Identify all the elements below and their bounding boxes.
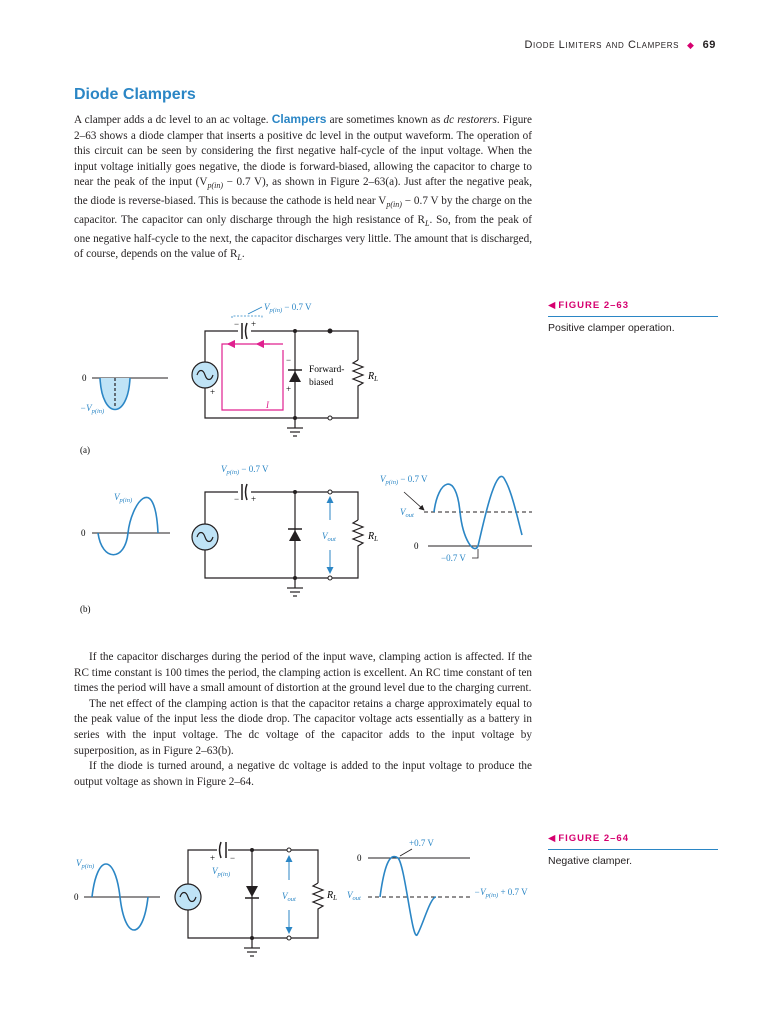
svg-text:+: + [286,384,292,394]
paragraph-negative: If the diode is turned around, a negative dc voltage is added to the input voltage to produce the output voltage as shown in Figure 2–64. [74,760,532,788]
svg-text:−0.7 V: −0.7 V [441,553,466,563]
section-title: Diode Clampers [74,86,196,103]
svg-text:Vp(in): $V_{p(in)}$ [212,866,231,878]
figure-label: FIGURE 2–64 [558,833,629,844]
svg-text:0: 0 [74,892,79,902]
input-sine-wave [98,497,158,554]
resistor-icon [313,883,323,910]
svg-text:Vp(in) − 0.7 V: $V_{p(in)} - 0.7$ V [380,474,428,486]
svg-text:0: 0 [81,528,86,538]
page-number: 69 [702,39,716,51]
svg-text:+: + [210,853,216,863]
svg-text:−Vp(in): $-V_{p(in)}$ [80,403,105,415]
svg-text:Vp(in): $V_{p(in)}$ [76,858,95,870]
triangle-left-icon: ◀ [548,300,557,311]
svg-text:Vp(in): $V_{p(in)}$ [114,492,133,504]
svg-text:−: − [230,853,236,863]
paragraph-rc-time: If the capacitor discharges during the period of the input wave, clamping action is affected. If the RC time constant is 100 times the period, the clamping action is excellent. An RC time constant of ten times the period will have a small amount of distortion at the ground level due to the charging current. [74,651,532,695]
svg-text:+: + [210,387,216,397]
svg-text:I: I [266,400,269,410]
paragraph-intro: A clamper adds a dc level to an ac voltage. Clampers are sometimes known as dc restorers. Figure 2–63 shows a diode clamper that inserts a positive dc level in the output waveform. The operation of this circuit can be seen by considering the first negative half-cycle of the input voltage. When the input voltage initially goes negative, the diode is forward-biased, allowing the capacitor to charge to near the peak of the input ($V_{p(in)} - 0.7$ V), as shown in Figure 2–63(a). Just after the negative peak, the diode is reverse-biased. This is because the cathode is held near $V_{p(in)} - 0.7$ V by the charge on the capacitor. The capacitor can only discharge through the high resistance of $R_L$. So, from the peak of one negative half-cycle to the next, the capacitor discharges very little. The amount that is discharged, of course, depends on the value of $R_L$. [74,112,533,263]
svg-text:+: + [251,494,257,504]
resistor-icon [353,520,363,550]
figure-63b-tag: (b) [80,604,91,614]
capacitor-icon [220,842,222,858]
figure-label: FIGURE 2–63 [558,300,629,311]
svg-text:RL: $R_L$ [368,531,379,543]
figure-2-63b [80,464,532,614]
paragraph-net-effect: The net effect of the clamping action is that the capacitor retains a charge approximately equal to the peak value of the input less the diode drop. The capacitor voltage acts essentially as a battery in series with the input voltage. The dc voltage of the capacitor adds to the input voltage by superposition, as in Figure 2–63(b). [74,697,532,757]
figure-2-64 [74,838,528,956]
triangle-left-icon: ◀ [548,833,557,844]
diode-icon [289,371,301,382]
svg-text:−: − [234,319,240,329]
svg-text:Vp(in) − 0.7 V: $V_{p(in)} - 0.7$ V [264,302,312,314]
diode-icon [289,530,301,541]
svg-text:RL: $R_L$ [327,890,338,902]
zero-label: 0 [82,373,87,383]
figure-description: Positive clamper operation. [548,322,675,334]
figure-description: Negative clamper. [548,855,633,867]
svg-text:−: − [286,355,292,365]
svg-text:+0.7 V: +0.7 V [409,838,434,848]
svg-text:Vout: $V_{out}$ [400,507,414,519]
svg-text:Vout: $V_{out}$ [347,890,361,902]
diamond-icon: ◆ [687,40,695,50]
svg-text:+: + [251,319,257,329]
svg-text:0: 0 [414,541,419,551]
keyword-clampers: Clampers [271,112,327,126]
diode-icon [246,886,258,897]
svg-text:RL: $R_L$ [368,371,379,383]
figure-2-63a [80,302,378,455]
output-sine-wave [434,476,522,548]
svg-text:0: 0 [357,853,362,863]
svg-text:Vp(in) − 0.7 V: $V_{p(in)} - 0.7$ V [221,464,269,476]
figure-63a-tag: (a) [80,445,90,455]
svg-text:Vout: $V_{out}$ [322,531,336,543]
running-title: Diode Limiters and Clampers [524,39,680,51]
svg-text:Vout: $V_{out}$ [282,891,296,903]
output-sine-wave [380,857,436,936]
svg-text:−Vp(in) + 0.7 V: $-V_{p(in)} + 0.7$ V [474,887,528,899]
current-loop [222,344,283,410]
svg-text:−: − [234,494,240,504]
svg-text:Forward-biased: Forward-biased [309,365,345,388]
resistor-icon [353,360,363,390]
